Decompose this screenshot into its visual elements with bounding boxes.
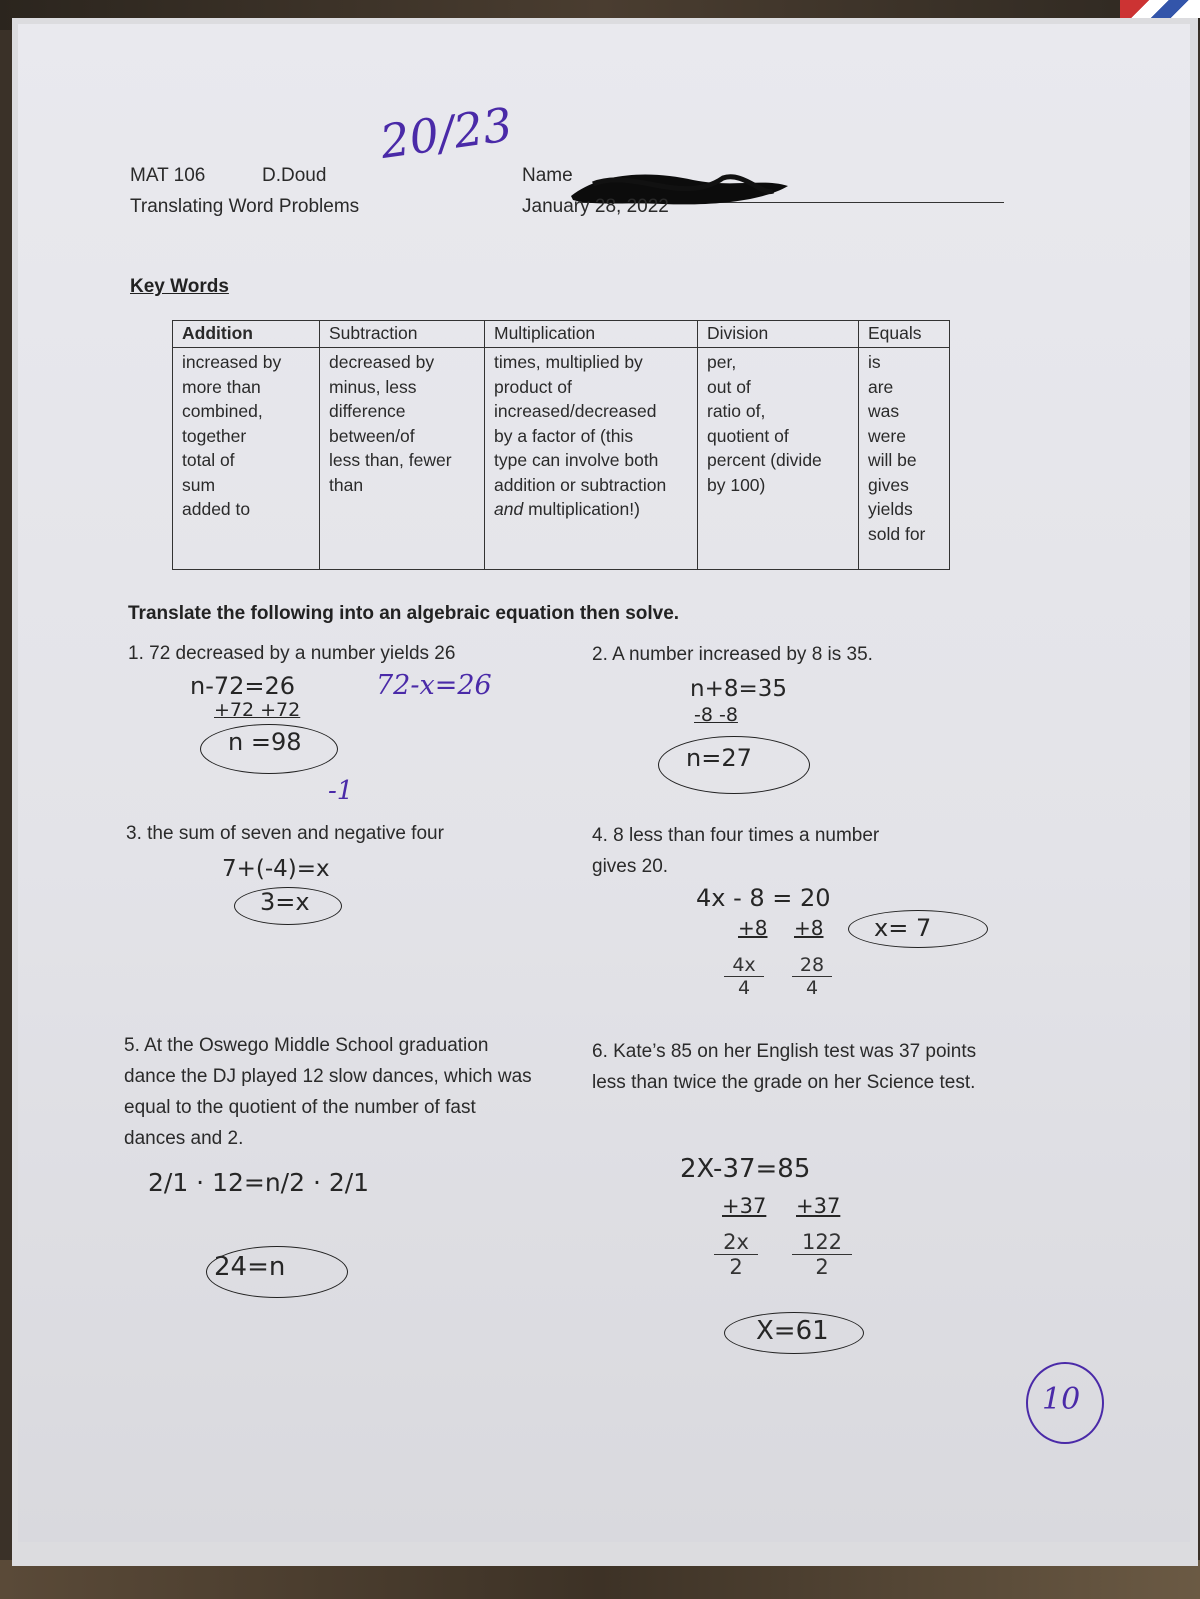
problem-1-equation: n-72=26	[190, 672, 296, 700]
problem-1-step: +72 +72	[214, 699, 301, 721]
problem-1-text: 1. 72 decreased by a number yields 26	[128, 643, 456, 664]
course-code: MAT 106	[130, 165, 206, 186]
background-striped-object	[1120, 0, 1200, 18]
term: will be	[868, 450, 917, 470]
term: per,	[707, 352, 737, 372]
term: total of	[182, 450, 235, 470]
worksheet-title: Translating Word Problems	[130, 196, 360, 217]
problem-4-fraction-right	[792, 954, 832, 999]
problem-6-step-left: +37	[722, 1194, 767, 1218]
problem-2-step: -8 -8	[694, 704, 738, 726]
problem-6-fraction-right	[792, 1230, 852, 1279]
term: than	[329, 474, 364, 495]
problem-6-answer: X=61	[756, 1316, 829, 1346]
equals-terms	[859, 348, 950, 570]
instructions: Translate the following into an algebraic equation then solve.	[128, 603, 680, 624]
problem-3-equation: 7+(-4)=x	[222, 856, 330, 882]
problem-4-fraction-left	[724, 954, 764, 999]
score-mark: 20/23	[376, 97, 516, 169]
problem-1-answer: n =98	[228, 728, 302, 756]
problem-1-deduction: -1	[328, 776, 354, 806]
problem-4-equation: 4x - 8 = 20	[696, 884, 831, 912]
term: ratio of,	[707, 401, 766, 421]
division-terms	[698, 348, 859, 570]
term: percent (divide	[707, 450, 822, 470]
term: difference	[329, 401, 406, 421]
term-rest: multiplication!)	[523, 499, 640, 519]
problem-4-text: 4. 8 less than four times a number gives 20.	[592, 825, 880, 877]
denominator: 2	[792, 1254, 852, 1279]
subtraction-terms	[320, 348, 485, 570]
term: increased by	[182, 352, 282, 372]
numerator: 2x	[723, 1230, 749, 1254]
problem-6-fraction-left	[714, 1230, 758, 1279]
numerator: 122	[801, 1230, 843, 1254]
instructor-name: D.Doud	[262, 165, 327, 186]
term: are	[868, 376, 894, 397]
term: by 100)	[707, 474, 766, 495]
problem-4-answer: x= 7	[874, 914, 932, 942]
term: addition or subtraction	[494, 474, 667, 495]
problem-5-answer: 24=n	[214, 1252, 286, 1282]
column-header-addition: Addition	[173, 321, 320, 348]
multiplication-terms	[485, 348, 698, 570]
addition-terms	[173, 348, 320, 570]
term: by a factor of (this	[494, 425, 634, 446]
term: more than	[182, 376, 261, 397]
problem-6-text: 6. Kate’s 85 on her English test was 37 points less than twice the grade on her Science test.	[592, 1041, 977, 1093]
term: added to	[182, 499, 251, 519]
term: increased/decreased	[494, 401, 657, 421]
problem-2-answer: n=27	[686, 744, 752, 772]
term-italic: and	[494, 499, 524, 519]
problem-4-step-left: +8	[738, 916, 768, 940]
numerator: 28	[799, 954, 825, 976]
problem-2-equation: n+8=35	[690, 676, 788, 702]
term: less than, fewer	[329, 450, 452, 470]
term: minus, less	[329, 376, 417, 397]
numerator: 4x	[732, 954, 756, 976]
problem-3-text: 3. the sum of seven and negative four	[126, 823, 444, 844]
column-header-division: Division	[698, 321, 859, 348]
column-header-subtraction: Subtraction	[320, 321, 485, 348]
column-header-multiplication: Multiplication	[485, 321, 698, 348]
term: combined,	[182, 401, 263, 421]
problem-1-alt-equation: 72-x=26	[376, 670, 492, 701]
term: sold for	[868, 523, 926, 544]
term: times, multiplied by	[494, 352, 643, 372]
term: gives	[868, 474, 909, 495]
denominator: 4	[792, 976, 832, 999]
term: product of	[494, 376, 572, 397]
key-words-heading: Key Words	[130, 276, 229, 297]
term	[494, 497, 688, 522]
problem-6-equation: 2X-37=85	[680, 1154, 811, 1184]
term: out of	[707, 376, 751, 397]
problem-2-text: 2. A number increased by 8 is 35.	[592, 644, 873, 665]
term: is	[868, 352, 881, 372]
term: type can involve both	[494, 450, 659, 470]
term: yields	[868, 499, 913, 519]
term: between/of	[329, 425, 415, 446]
problem-5-text: 5. At the Oswego Middle School graduation dance the DJ played 12 slow dances, which was equal to the quotient of the number of fast dances and 2.	[124, 1035, 532, 1149]
problem-5-equation: 2/1 · 12=n/2 · 2/1	[148, 1168, 370, 1197]
term: was	[868, 401, 900, 421]
term: together	[182, 425, 247, 446]
worksheet-date: January 28, 2022	[522, 196, 669, 217]
problem-4-step-right: +8	[794, 916, 824, 940]
problem-6-step-right: +37	[796, 1194, 841, 1218]
term: decreased by	[329, 352, 435, 372]
denominator: 2	[714, 1254, 758, 1279]
denominator: 4	[724, 976, 764, 999]
term: quotient of	[707, 425, 789, 446]
name-label: Name	[522, 165, 573, 186]
worksheet-page	[18, 24, 1190, 1542]
grade-mark: 10	[1042, 1382, 1081, 1417]
column-header-equals: Equals	[859, 321, 950, 348]
term: were	[868, 425, 906, 446]
key-words-table	[172, 320, 950, 570]
term: sum	[182, 474, 216, 495]
problem-3-answer: 3=x	[260, 888, 310, 916]
